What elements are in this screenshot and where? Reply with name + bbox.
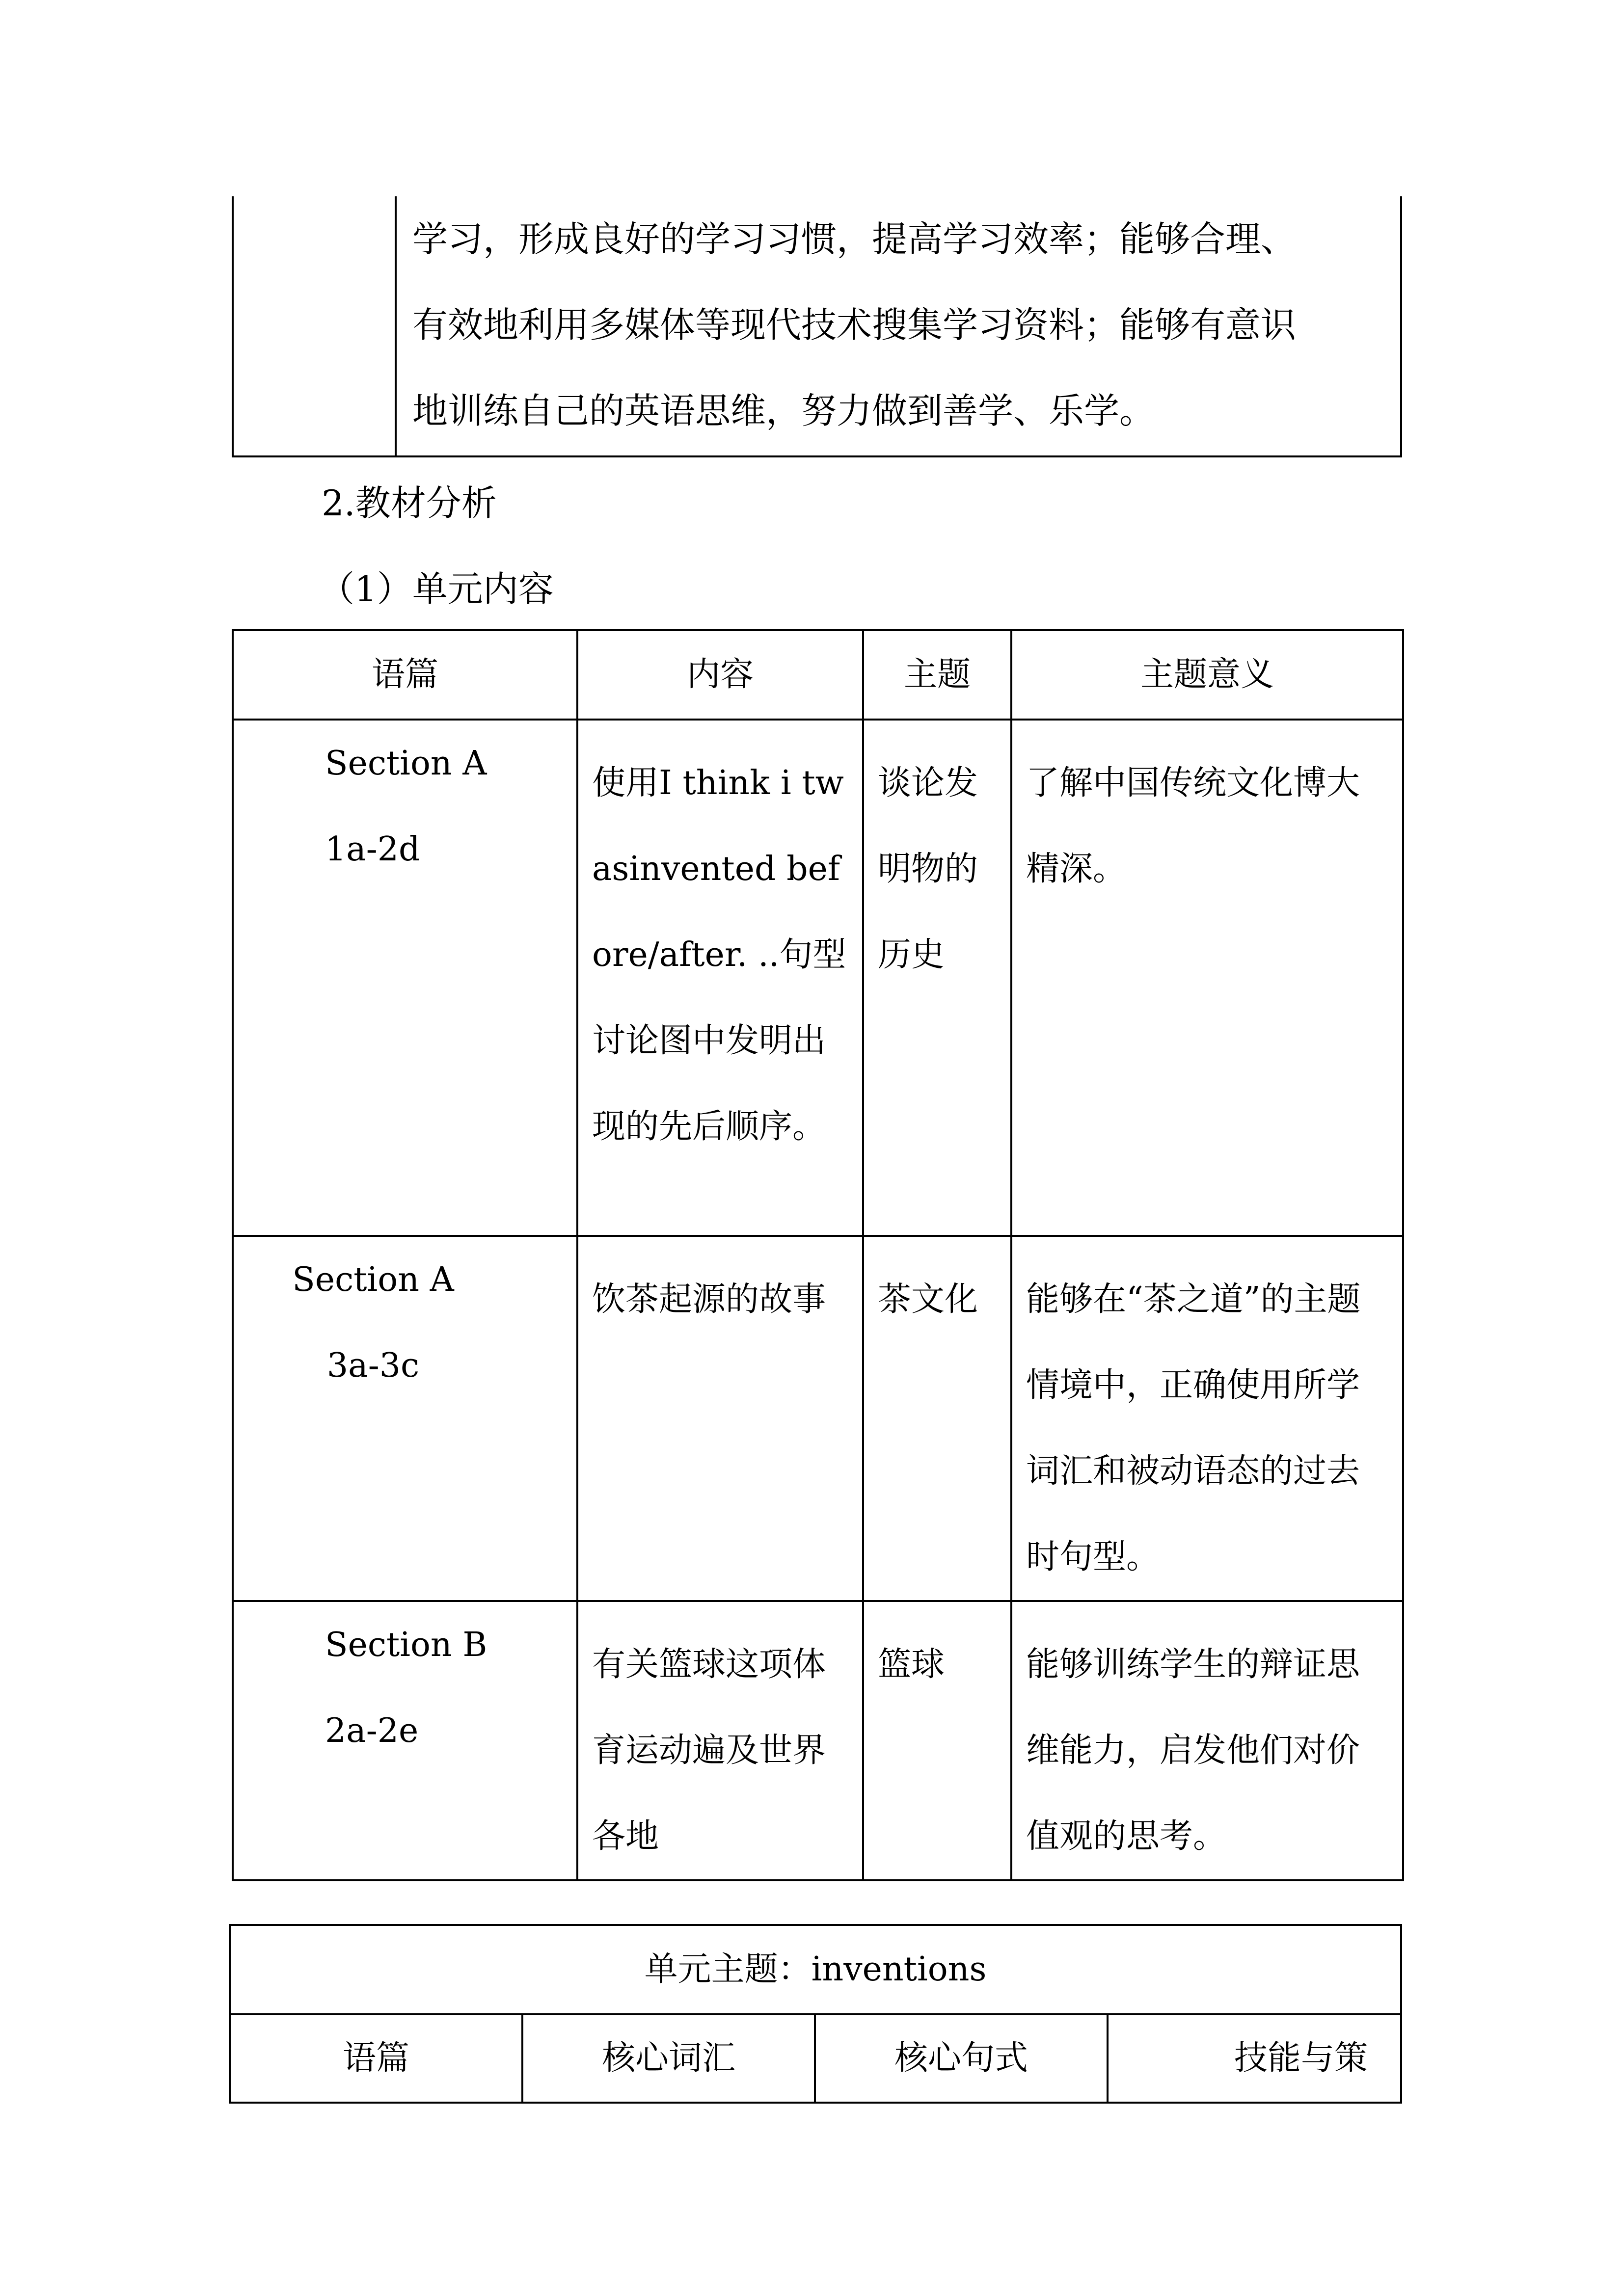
row2-meaning: 能够在“茶之道”的主题情境中，正确使用所学词汇和被动语态的过去时句型。 bbox=[1026, 1280, 1361, 1576]
row1-theme: 谈论发明物的历史 bbox=[878, 764, 978, 974]
row2-passage: Section A 3a-3c bbox=[292, 1260, 454, 1385]
table-row bbox=[233, 720, 1403, 1236]
table-row bbox=[233, 1236, 1403, 1601]
row1-meaning: 了解中国传统文化博大精深。 bbox=[1026, 764, 1360, 888]
row1-passage: Section A 1a-2d bbox=[325, 744, 487, 869]
unit-content-table bbox=[232, 629, 1404, 1881]
theme-header-passage: 语篇 bbox=[230, 2014, 522, 2103]
continuation-divider bbox=[395, 196, 397, 457]
row2-theme: 茶文化 bbox=[878, 1280, 978, 1319]
continuation-line-2: 有效地利用多媒体等现代技术搜集学习资料；能够有意识 bbox=[412, 304, 1297, 346]
sub-heading: （1）单元内容 bbox=[319, 568, 554, 610]
row3-content: 有关篮球这项体育运动遍及世界各地 bbox=[592, 1645, 826, 1856]
theme-header-vocab: 核心词汇 bbox=[522, 2014, 815, 2103]
row3-meaning: 能够训练学生的辩证思维能力，启发他们对价值观的思考。 bbox=[1026, 1645, 1360, 1856]
continuation-line-3: 地训练自己的英语思维，努力做到善学、乐学。 bbox=[412, 390, 1155, 431]
header-content: 内容 bbox=[577, 630, 863, 720]
continuation-text bbox=[412, 196, 1394, 454]
row1-content: 使用I think i twasinvented before/after. ..句型讨论图中发明出现的先后顺序。 bbox=[592, 764, 846, 1146]
table-row bbox=[233, 1601, 1403, 1880]
theme-header-sentence: 核心句式 bbox=[815, 2014, 1108, 2103]
row3-theme: 篮球 bbox=[878, 1645, 945, 1684]
unit-theme-table bbox=[229, 1924, 1402, 2104]
row3-passage: Section B 2a-2e bbox=[325, 1626, 487, 1750]
row2-content: 饮茶起源的故事 bbox=[592, 1280, 826, 1319]
section-heading: 2.教材分析 bbox=[322, 482, 497, 524]
continuation-line-1: 学习，形成良好的学习习惯，提高学习效率；能够合理、 bbox=[412, 218, 1297, 260]
header-theme: 主题 bbox=[863, 630, 1011, 720]
header-meaning: 主题意义 bbox=[1011, 630, 1403, 720]
theme-header-skills: 技能与策 bbox=[1108, 2014, 1401, 2103]
theme-table-title: 单元主题：inventions bbox=[230, 1925, 1401, 2014]
header-passage: 语篇 bbox=[233, 630, 577, 720]
